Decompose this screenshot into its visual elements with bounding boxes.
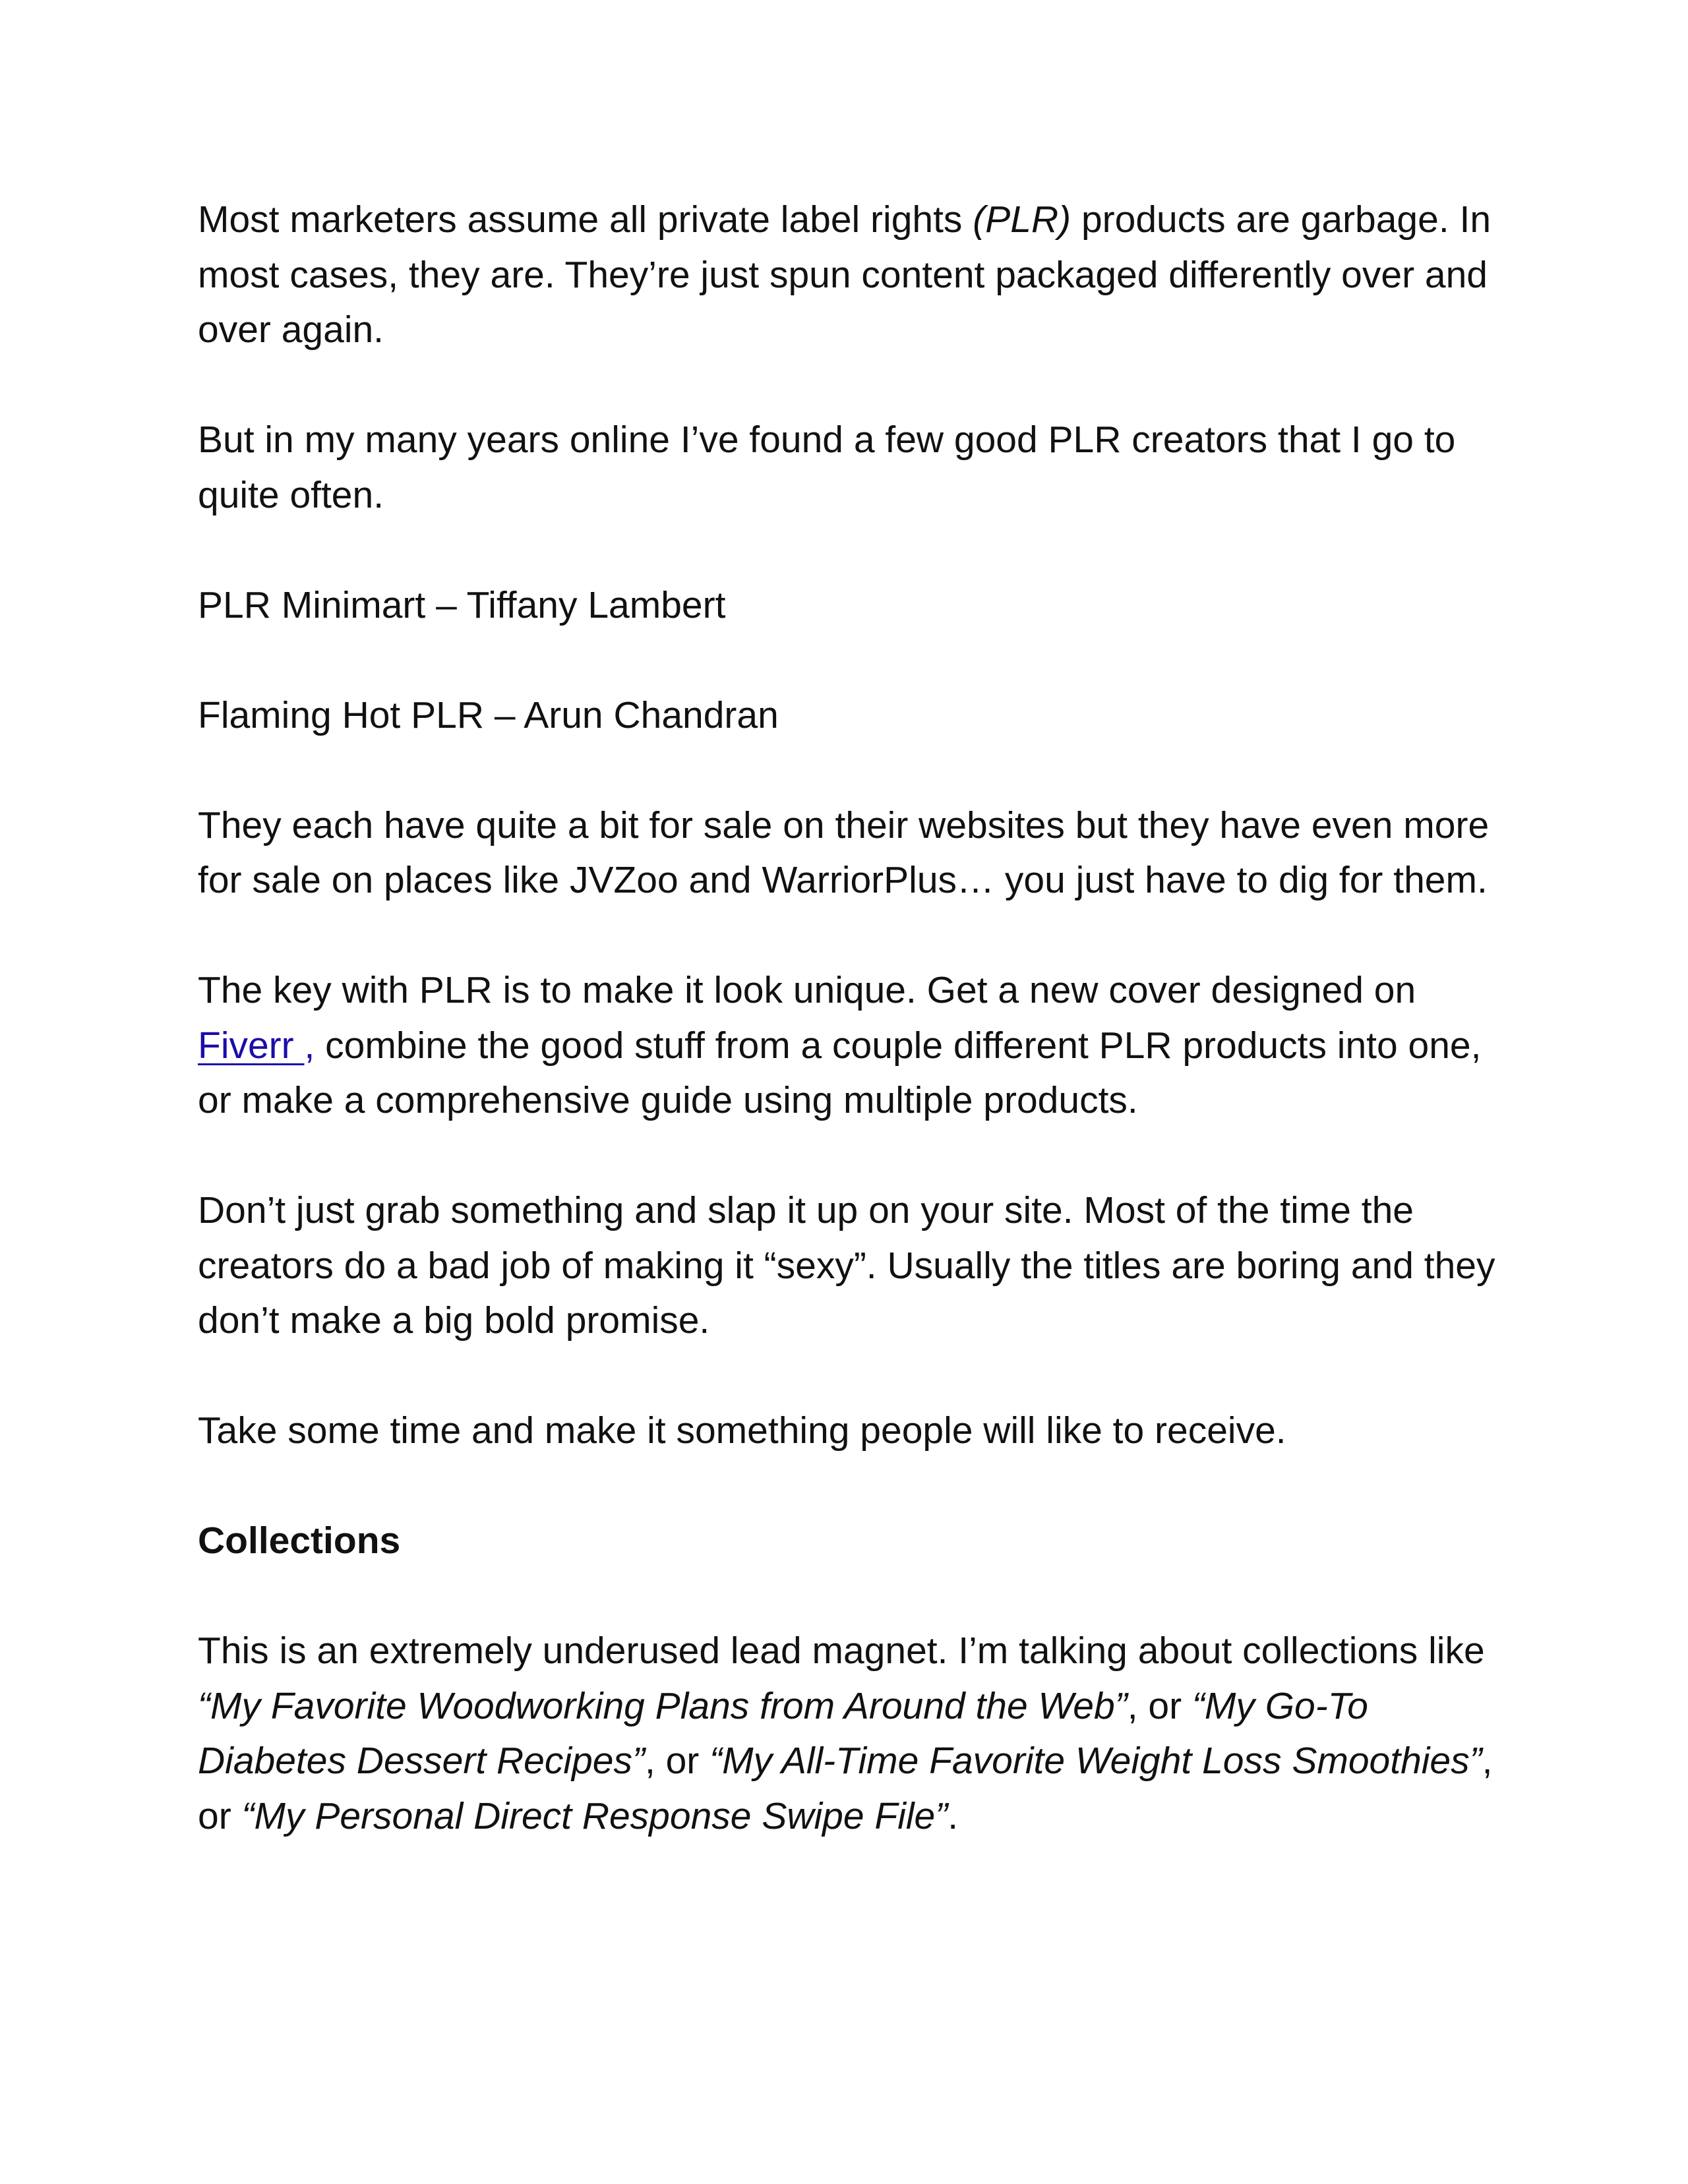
paragraph-text: This is an extremely underused lead magnet. I’m talking about collections like [198,1630,1485,1672]
separator-text: , or [198,1740,1493,1837]
paragraph-take-time: Take some time and make it something people will like to receive. [198,1409,1286,1452]
paragraph-plr-creators: But in my many years online I’ve found a few good PLR creators that I go to quite often. [198,419,1456,516]
paragraph-plr-intro [198,192,1510,358]
paragraph-where-to-buy: They each have quite a bit for sale on their websites but they have even more for sale on places like JVZoo and WarriorPlus… you just have to dig for them. [198,804,1490,901]
example-collection-smoothies: “My All-Time Favorite Weight Loss Smoothies” [709,1740,1482,1782]
example-collection-woodworking: “My Favorite Woodworking Plans from Around the Web” [198,1684,1128,1727]
paragraph-dont-slap: Don’t just grab something and slap it up on your site. Most of the time the creators do a bad job of making it “sexy”. Usually the titles are boring and they don’t make a big bold promise. [198,1189,1495,1342]
creator-plr-minimart: PLR Minimart – Tiffany Lambert [198,583,726,626]
paragraph-text: combine the good stuff from a couple different PLR products into one, or make a comprehensive guide using multiple products. [198,1024,1482,1121]
paragraph-collections [198,1624,1510,1844]
separator-text: , or [1127,1684,1192,1727]
creator-flaming-hot-plr: Flaming Hot PLR – Arun Chandran [198,694,779,736]
section-heading-collections: Collections [198,1520,401,1562]
example-collection-diabetes: “My Go-To Diabetes Dessert Recipes” [198,1684,1369,1782]
paragraph-text: The key with PLR is to make it look unique. Get a new cover designed on [198,969,1416,1011]
separator-text: , or [644,1740,710,1782]
paragraph-text: products are garbage. In most cases, they are. They’re just spun content packaged differently over and over again. [198,198,1492,351]
plr-abbreviation: (PLR) [973,198,1071,241]
example-collection-swipe-file: “My Personal Direct Response Swipe File” [241,1794,948,1837]
paragraph-end: . [948,1794,959,1837]
fiverr-link[interactable]: Fiverr [198,1024,305,1067]
document-body [198,192,1510,1899]
paragraph-text: Most marketers assume all private label rights [198,198,973,241]
paragraph-make-unique [198,963,1510,1129]
link-comma: , [304,1024,315,1067]
